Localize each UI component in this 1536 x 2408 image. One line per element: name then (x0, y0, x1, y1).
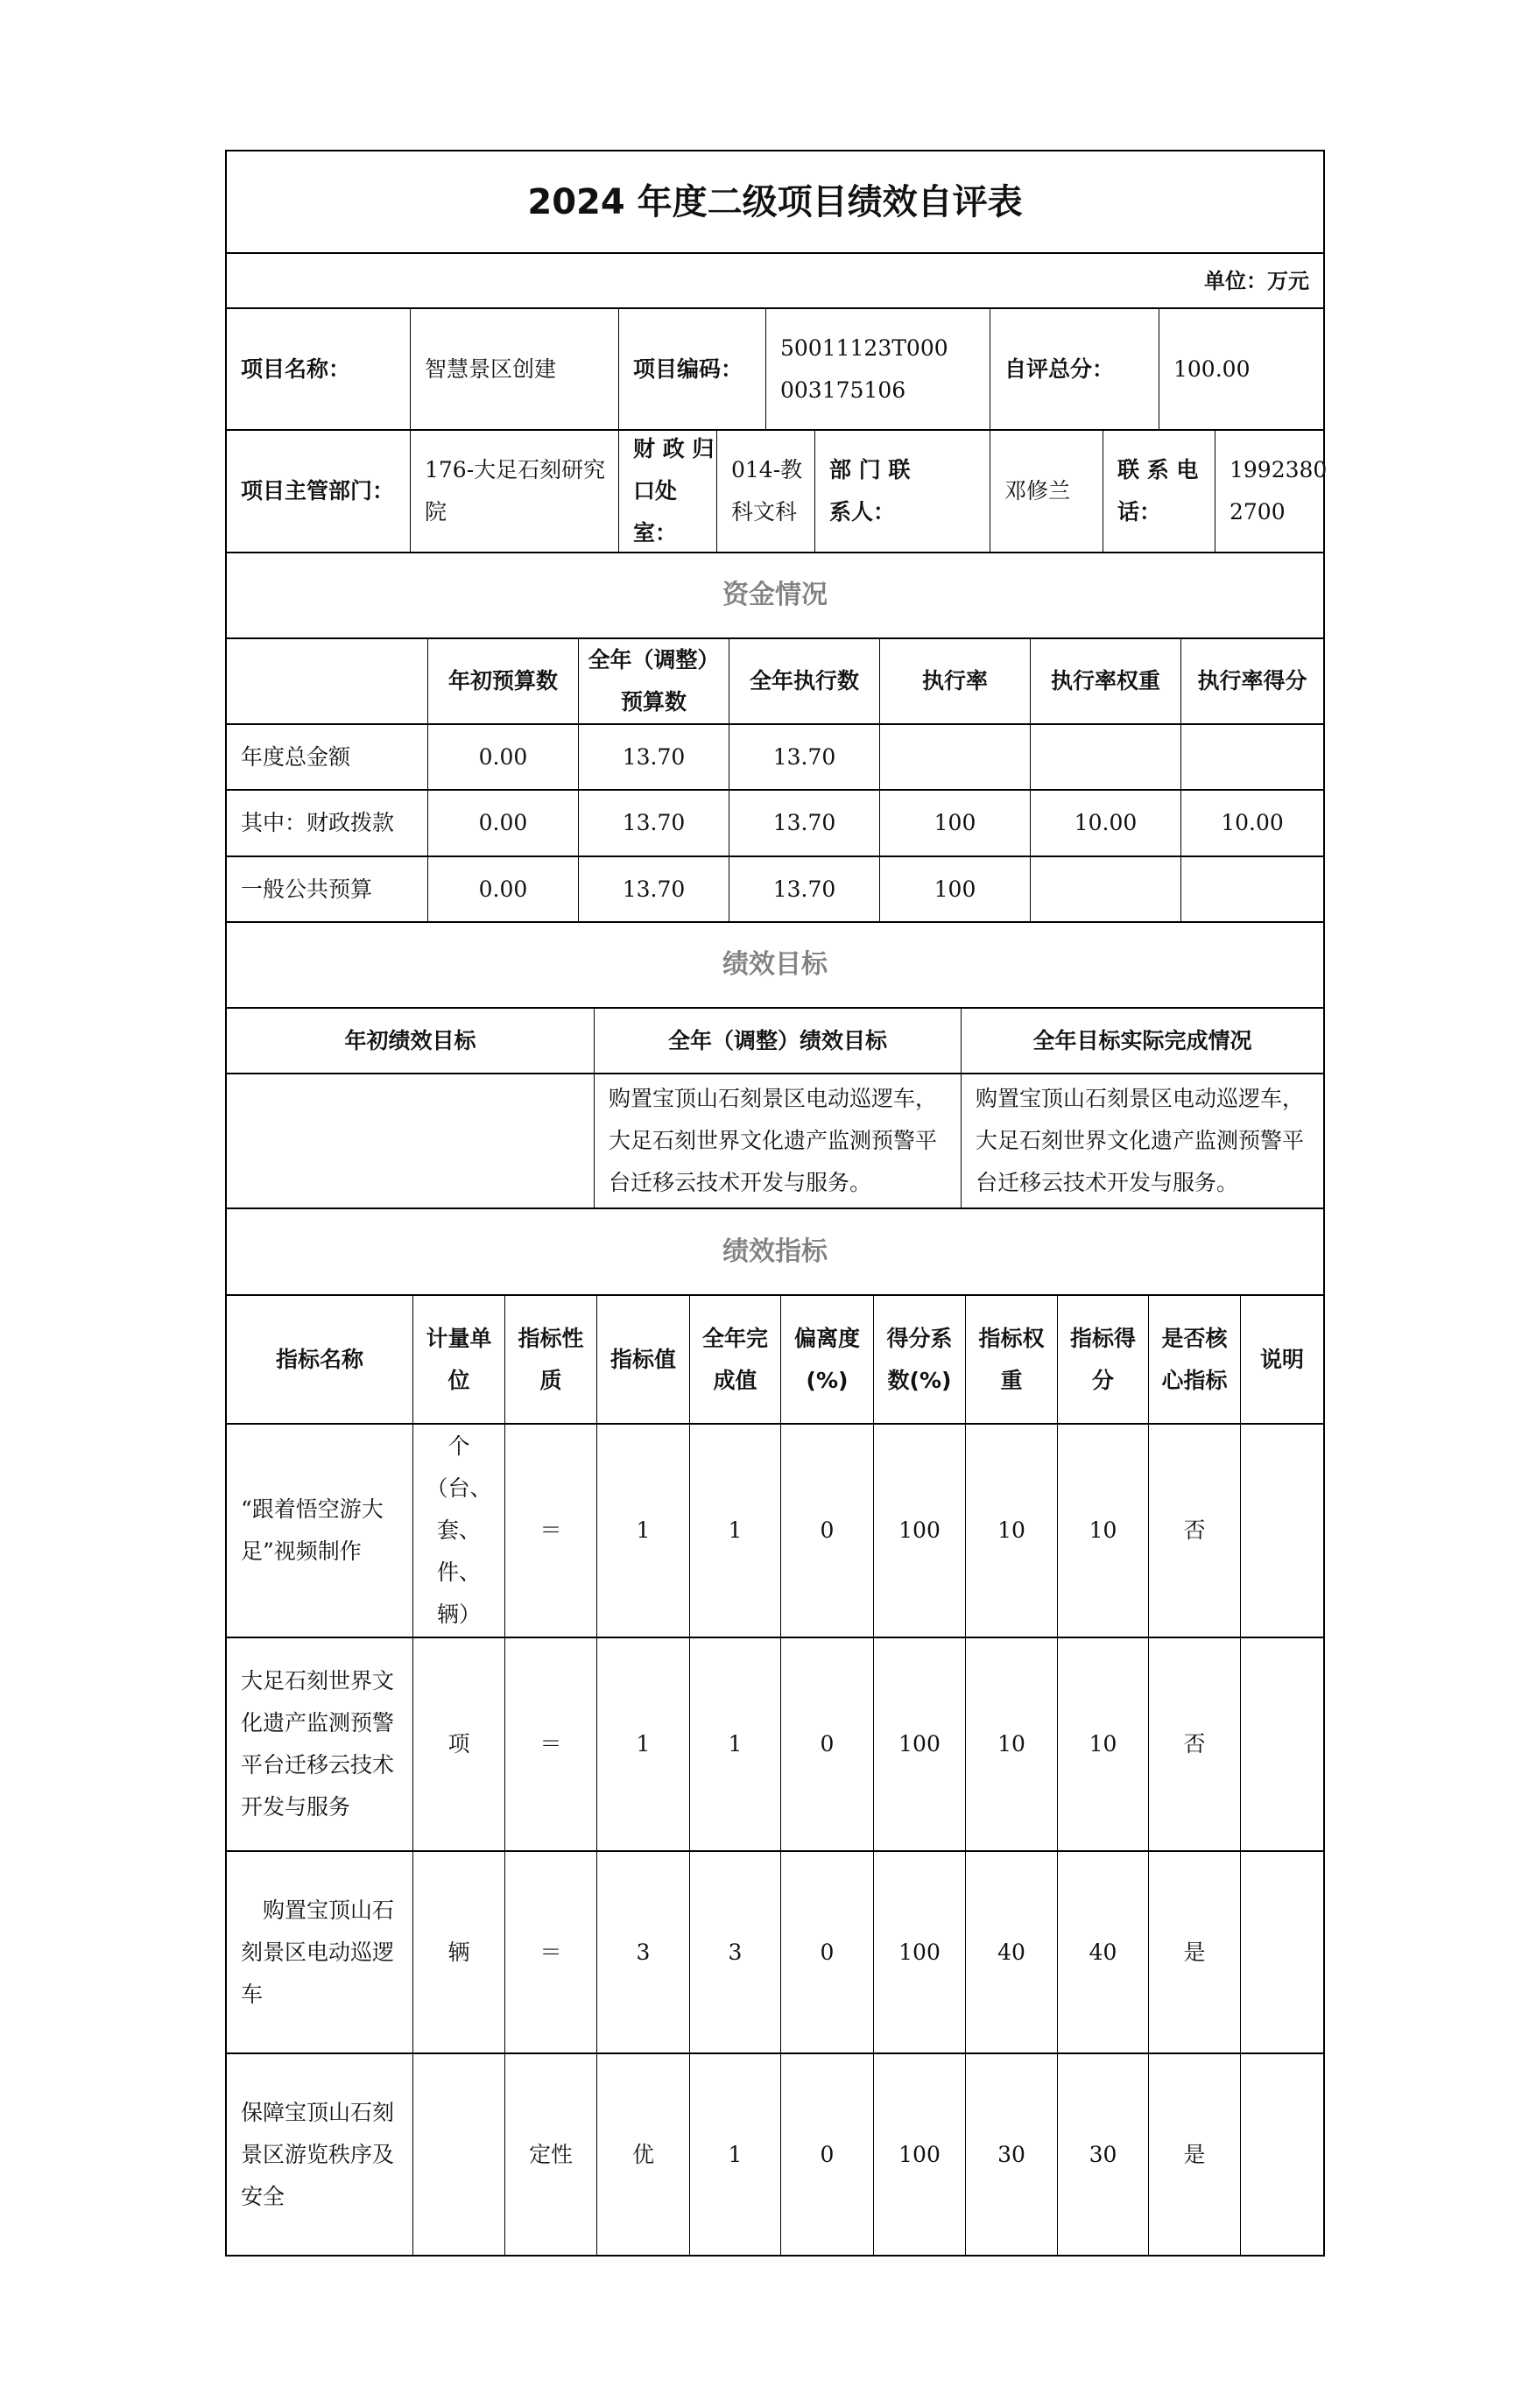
indicators-section-title: 绩效指标 (722, 1236, 828, 1267)
indicator-coef: 100 (873, 1852, 965, 2052)
funding-score (1180, 857, 1323, 921)
indicator-deviation: 0 (780, 2054, 873, 2255)
finance-office-label: 财 政 归 口处室： (618, 431, 716, 552)
indicator-actual: 1 (689, 2054, 780, 2255)
funding-score (1180, 725, 1323, 789)
indicators-section-row (225, 1209, 1325, 1296)
dept-label: 项目主管部门： (241, 478, 395, 503)
indicator-target: 1 (596, 1638, 689, 1850)
funding-executed: 13.70 (729, 791, 879, 855)
goals-adjusted-value: 购置宝顶山石刻景区电动巡逻车，大足石刻世界文化遗产监测预警平台迁移云技术开发与服务。 (594, 1074, 961, 1208)
project-name-value: 智慧景区创建 (410, 309, 618, 429)
funding-weight (1030, 857, 1180, 921)
funding-executed: 13.70 (729, 857, 879, 921)
project-code-value (765, 309, 990, 429)
self-evaluation-table (225, 150, 1328, 2257)
goals-header-adjusted: 全年（调整）绩效目标 (594, 1009, 961, 1073)
page-title: 2024 年度二级项目绩效自评表 (527, 181, 1023, 222)
indicator-core: 否 (1148, 1425, 1240, 1637)
phone-value: 1992380 2700 (1215, 431, 1323, 552)
indicator-row (225, 1852, 1325, 2054)
goals-section-row (225, 923, 1325, 1009)
phone-label: 联 系 电 话： (1103, 431, 1215, 552)
indicator-header-deviation: 偏离度(%) (780, 1296, 873, 1423)
indicator-deviation: 0 (780, 1638, 873, 1850)
indicator-core: 是 (1148, 2054, 1240, 2255)
funding-weight: 10.00 (1030, 791, 1180, 855)
self-score-label: 自评总分： (990, 309, 1159, 429)
dept-value: 176-大足石刻研究院 (410, 431, 618, 552)
indicator-target: 3 (596, 1852, 689, 2052)
funding-executed: 13.70 (729, 725, 879, 789)
funding-adjusted: 13.70 (578, 791, 729, 855)
indicator-deviation: 0 (780, 1852, 873, 2052)
indicator-row (225, 2054, 1325, 2257)
funding-adjusted: 13.70 (578, 725, 729, 789)
indicator-header-unit: 计量单位 (412, 1296, 504, 1423)
funding-rate: 100 (879, 857, 1030, 921)
funding-header-weight: 执行率权重 (1030, 639, 1180, 723)
goals-section-title: 绩效目标 (722, 949, 828, 980)
funding-header-initial: 年初预算数 (427, 639, 578, 723)
indicator-nature: ＝ (504, 1852, 596, 2052)
indicator-weight: 30 (965, 2054, 1057, 2255)
indicator-header-weight: 指标权重 (965, 1296, 1057, 1423)
indicator-row (225, 1425, 1325, 1638)
indicator-actual: 3 (689, 1852, 780, 2052)
funding-rate: 100 (879, 791, 1030, 855)
project-code-label: 项目编码： (618, 309, 765, 429)
funding-rate (879, 725, 1030, 789)
funding-header-rate: 执行率 (879, 639, 1030, 723)
indicator-header-coef: 得分系数(%) (873, 1296, 965, 1423)
funding-initial: 0.00 (427, 791, 578, 855)
indicator-note (1240, 1852, 1323, 2052)
indicator-target: 1 (596, 1425, 689, 1637)
indicator-coef: 100 (873, 1425, 965, 1637)
project-code-line-2: 003175106 (780, 377, 906, 403)
funding-header-adjusted: 全年（调整） 预算数 (578, 639, 729, 723)
indicator-name: “跟着悟空游大足”视频制作 (241, 1496, 384, 1564)
department-row (225, 431, 1328, 553)
indicator-score: 10 (1057, 1425, 1148, 1637)
indicator-score: 30 (1057, 2054, 1148, 2255)
indicator-unit: 项 (412, 1638, 504, 1850)
contact-person-value: 邓修兰 (990, 431, 1103, 552)
indicator-score: 40 (1057, 1852, 1148, 2052)
funding-row (225, 725, 1325, 791)
goals-content-row (225, 1074, 1325, 1209)
indicator-note (1240, 2054, 1323, 2255)
funding-header-row (225, 639, 1325, 725)
indicator-header-nature: 指标性质 (504, 1296, 596, 1423)
indicator-name: 购置宝顶山石刻景区电动巡逻车 (241, 1897, 395, 2007)
funding-row-label: 其中：财政拨款 (241, 810, 395, 835)
indicator-header-name: 指标名称 (275, 1346, 363, 1372)
project-name-label: 项目名称： (241, 356, 351, 382)
indicator-name: 保障宝顶山石刻景区游览秩序及安全 (241, 2099, 395, 2209)
goals-header-actual: 全年目标实际完成情况 (961, 1009, 1323, 1073)
indicator-coef: 100 (873, 2054, 965, 2255)
indicator-header-note: 说明 (1240, 1296, 1323, 1423)
goals-initial-value (227, 1074, 594, 1208)
indicator-row (225, 1638, 1325, 1852)
indicator-weight: 40 (965, 1852, 1057, 2052)
indicator-core: 是 (1148, 1852, 1240, 2052)
indicator-weight: 10 (965, 1638, 1057, 1850)
indicator-header-target: 指标值 (596, 1296, 689, 1423)
goals-header-row (225, 1009, 1325, 1074)
indicator-target: 优 (596, 2054, 689, 2255)
indicator-actual: 1 (689, 1638, 780, 1850)
indicator-score: 10 (1057, 1638, 1148, 1850)
unit-row (225, 254, 1325, 309)
funding-header-blank (227, 639, 427, 723)
funding-section-title: 资金情况 (722, 580, 828, 610)
indicator-header-actual: 全年完成值 (689, 1296, 780, 1423)
funding-row (225, 791, 1325, 857)
goals-header-initial: 年初绩效目标 (344, 1027, 476, 1053)
indicator-unit: 个（台、套、件、辆） (412, 1425, 504, 1637)
funding-section-row (225, 553, 1325, 639)
indicator-note (1240, 1638, 1323, 1850)
funding-initial: 0.00 (427, 725, 578, 789)
indicator-nature: 定性 (504, 2054, 596, 2255)
funding-score: 10.00 (1180, 791, 1323, 855)
indicator-header-score: 指标得分 (1057, 1296, 1148, 1423)
title-row (225, 150, 1325, 254)
indicator-header-core: 是否核心指标 (1148, 1296, 1240, 1423)
funding-row-label: 年度总金额 (241, 743, 351, 770)
goals-actual-value: 购置宝顶山石刻景区电动巡逻车，大足石刻世界文化遗产监测预警平台迁移云技术开发与服务。 (961, 1074, 1323, 1208)
funding-header-score: 执行率得分 (1180, 639, 1323, 723)
funding-weight (1030, 725, 1180, 789)
indicators-header-row (225, 1296, 1325, 1425)
unit-label: 单位：万元 (1204, 268, 1309, 293)
funding-row-label: 一般公共预算 (241, 876, 373, 902)
indicator-nature: ＝ (504, 1425, 596, 1637)
contact-person-label: 部 门 联 系人： (814, 431, 990, 552)
funding-initial: 0.00 (427, 857, 578, 921)
funding-row (225, 857, 1325, 923)
indicator-note (1240, 1425, 1323, 1637)
indicator-core: 否 (1148, 1638, 1240, 1850)
self-score-value: 100.00 (1159, 309, 1323, 429)
funding-header-executed: 全年执行数 (729, 639, 879, 723)
indicator-name: 大足石刻世界文化遗产监测预警平台迁移云技术开发与服务 (241, 1668, 395, 1820)
finance-office-value: 014-教 科文科 (716, 431, 814, 552)
project-row (225, 309, 1325, 431)
funding-adjusted: 13.70 (578, 857, 729, 921)
indicator-deviation: 0 (780, 1425, 873, 1637)
indicator-nature: ＝ (504, 1638, 596, 1850)
indicator-weight: 10 (965, 1425, 1057, 1637)
indicator-unit: 辆 (412, 1852, 504, 2052)
indicator-coef: 100 (873, 1638, 965, 1850)
indicator-unit (412, 2054, 504, 2255)
indicator-actual: 1 (689, 1425, 780, 1637)
project-code-line-1: 50011123T000 (780, 334, 948, 361)
